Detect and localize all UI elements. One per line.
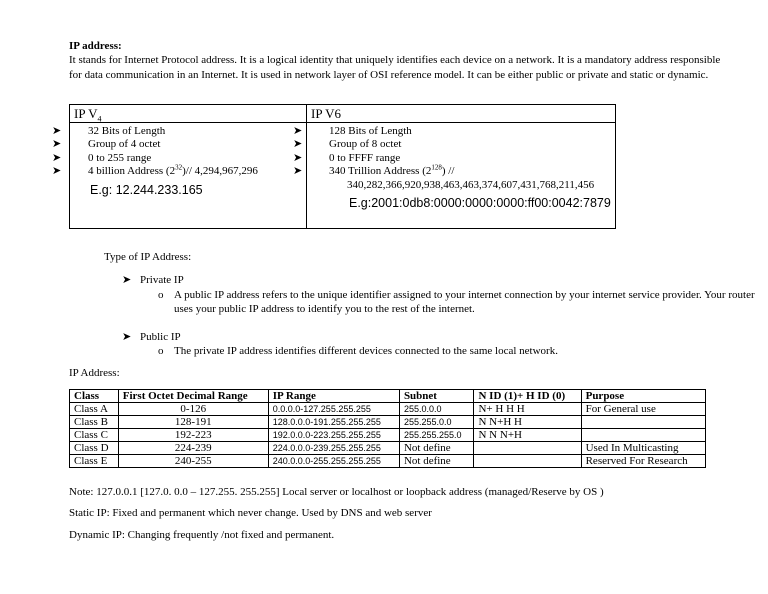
- table-cell: Class E: [70, 455, 119, 468]
- circle-bullet-icon: o: [158, 345, 164, 357]
- table-cell: Reserved For Research: [581, 455, 705, 468]
- type-description: o A public IP address refers to the unique identifier assigned to your internet connection by your internet service provider. Your router uses your public IP address to identify you to the rest of the internet.: [158, 288, 755, 315]
- arrow-bullet-icon: ➤: [293, 151, 303, 164]
- table-cell: 224.0.0.0-239.255.255.255: [268, 442, 399, 455]
- table-cell: 192-223: [118, 429, 268, 442]
- table-cell: 224-239: [118, 442, 268, 455]
- table-cell: Class B: [70, 416, 119, 429]
- list-item: ➤ 0 to FFFF range: [293, 151, 401, 164]
- table-cell: Class D: [70, 442, 119, 455]
- arrow-bullet-icon: ➤: [122, 274, 132, 286]
- arrow-bullet-icon: ➤: [52, 125, 62, 137]
- table-cell: 240-255: [118, 455, 268, 468]
- ip-version-table: [52, 104, 616, 229]
- arrow-bullet-icon: ➤: [293, 165, 303, 178]
- table-header: IP Range: [268, 390, 399, 403]
- table-cell: 0.0.0.0-127.255.255.255: [268, 403, 399, 416]
- loopback-note: Note: 127.0.0.1 [127.0. 0.0 – 127.255. 255.255] Local server or localhost or loopback address (managed/Reserve by OS ): [69, 486, 604, 498]
- table-cell: 128-191: [118, 416, 268, 429]
- table-cell: 255.255.0.0: [399, 416, 474, 429]
- table-cell: 128.0.0.0-191.255.255.255: [268, 416, 399, 429]
- table-cell: 192.0.0.0-223.255.255.255: [268, 429, 399, 442]
- table-cell: [581, 429, 705, 442]
- section-heading: IP address:: [69, 40, 122, 52]
- table-cell: [581, 416, 705, 429]
- intro-paragraph: It stands for Internet Protocol address. It is a logical identity that uniquely identifies each device on a network. It is a mandatory address responsible for data communication in an Internet. It is used in network layer of OSI reference model. It can be either public or private and static or dynamic.: [69, 54, 721, 81]
- table-row: [70, 416, 706, 429]
- arrow-bullet-icon: ➤: [52, 151, 62, 164]
- table-cell: 240.0.0.0-255.255.255.255: [268, 455, 399, 468]
- arrow-bullet-icon: ➤: [293, 138, 303, 151]
- table-row: [70, 429, 706, 442]
- ip-class-table: [69, 389, 706, 468]
- list-item: ➤ 0 to 255 range: [52, 151, 152, 164]
- table-cell: Class A: [70, 403, 119, 416]
- ipv6-example: E.g:2001:0db8:0000:0000:0000:ff00:0042:7879: [349, 196, 611, 211]
- ipv4-example: E.g: 12.244.233.165: [90, 182, 203, 197]
- table-row: [70, 455, 706, 468]
- table-cell: N N+H H: [474, 416, 581, 429]
- arrow-bullet-icon: ➤: [52, 138, 62, 151]
- table-row: [70, 442, 706, 455]
- table-row: [70, 403, 706, 416]
- ipv4-header: IP $V_4$: [70, 105, 307, 123]
- ipv6-header: IP V6: [307, 105, 616, 123]
- arrow-bullet-icon: ➤: [122, 330, 132, 343]
- ipv4-details: [52, 123, 307, 229]
- table-header: N ID (1)+ H ID (0): [474, 390, 581, 403]
- table-cell: Not define: [399, 455, 474, 468]
- list-item: ➤ Private IP: [122, 274, 184, 286]
- types-list: [122, 273, 764, 359]
- circle-bullet-icon: o: [158, 288, 164, 301]
- ipv6-details: [293, 123, 616, 229]
- table-cell: Not define: [399, 442, 474, 455]
- table-header: Purpose: [581, 390, 705, 403]
- table-cell: N+ H H H: [474, 403, 581, 416]
- table-cell: 0-126: [118, 403, 268, 416]
- list-item: ➤ 4 billion Address $(2^{32})//$ 4,294,967,296: [52, 163, 258, 178]
- table-cell: [474, 455, 581, 468]
- ip-address-label: IP Address:: [69, 367, 120, 379]
- static-ip-note: Static IP: Fixed and permanent which never change. Used by DNS and web server: [69, 507, 432, 519]
- dynamic-ip-note: Dynamic IP: Changing frequently /not fixed and permanent.: [69, 529, 335, 541]
- list-item: ➤ Group of 4 octet: [52, 138, 161, 151]
- list-item: ➤ 32 Bits of Length: [52, 125, 166, 137]
- list-item: ➤ Group of 8 octet: [293, 138, 402, 151]
- arrow-bullet-icon: ➤: [52, 165, 62, 178]
- table-header: Subnet: [399, 390, 474, 403]
- table-cell: [474, 442, 581, 455]
- table-cell: 255.255.255.0: [399, 429, 474, 442]
- table-header: First Octet Decimal Range: [118, 390, 268, 403]
- list-item: ➤ 340 Trillion Address $(2^{128})$ // 340,282,366,920,938,463,463,374,607,431,768,211,456: [293, 163, 595, 191]
- table-header: Class: [70, 390, 119, 403]
- table-cell: Used In Multicasting: [581, 442, 705, 455]
- types-title: Type of IP Address:: [104, 251, 192, 263]
- list-item: ➤ 128 Bits of Length: [293, 125, 412, 137]
- table-cell: For General use: [581, 403, 705, 416]
- table-cell: N N N+H: [474, 429, 581, 442]
- table-cell: Class C: [70, 429, 119, 442]
- table-header-row: [70, 390, 706, 403]
- list-item: ➤ Public IP: [122, 330, 181, 343]
- table-cell: 255.0.0.0: [399, 403, 474, 416]
- type-description: o The private IP address identifies different devices connected to the same local network.: [158, 345, 558, 357]
- arrow-bullet-icon: ➤: [293, 125, 303, 137]
